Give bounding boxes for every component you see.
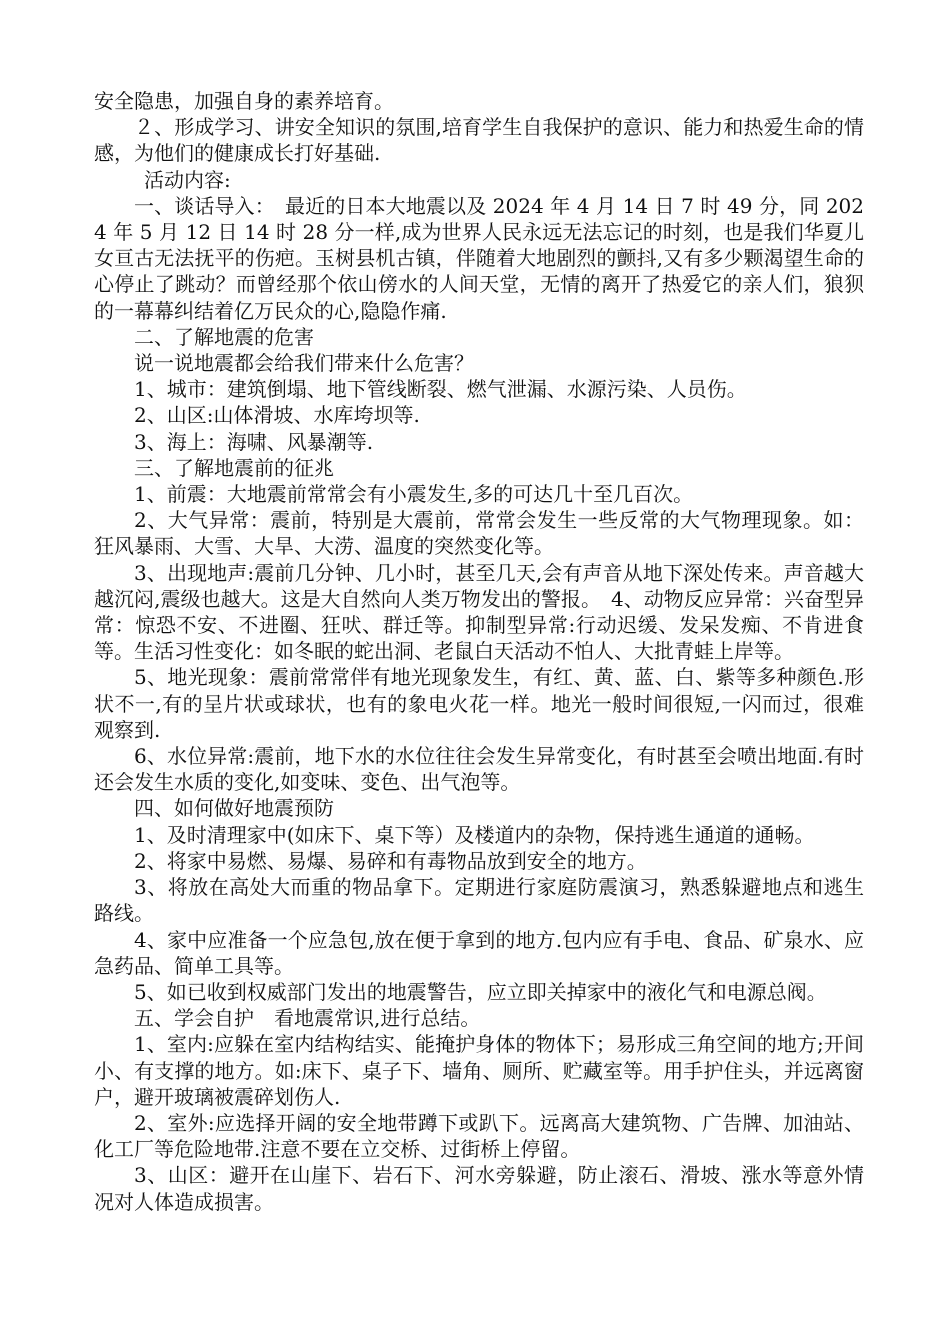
list-item-earthquake-light: 5、地光现象：震前常常伴有地光现象发生，有红、黄、蓝、白、紫等多种颜色.形状不一,有的呈片状或球状，也有的象电火花一样。地光一般时间很短,一闪而过，很难观察到.	[94, 665, 864, 742]
section-heading-signs: 三、了解地震前的征兆	[134, 455, 334, 480]
list-item-foreshock: 1、前震：大地震前常常会有小震发生,多的可达几十至几百次。	[134, 482, 694, 507]
paragraph-goal-2: ２、形成学习、讲安全知识的氛围,培育学生自我保护的意识、能力和热爱生命的情感，为他们的健康成长打好基础.	[94, 115, 864, 166]
list-item-outdoor: 2、室外:应选择开阔的安全地带蹲下或趴下。远离高大建筑物、广告牌、加油站、化工厂等危险地带.注意不要在立交桥、过街桥上停留。	[94, 1110, 864, 1162]
list-item-sea: 3、海上：海啸、风暴潮等.	[134, 429, 374, 454]
list-item-hazardous-items: 2、将家中易燃、易爆、易碎和有毒物品放到安全的地方。	[134, 848, 647, 873]
list-item-indoor: 1、室内:应躲在室内结构结实、能掩护身体的物体下；易形成三角空间的地方;开间小、有支撑的地方。如:床下、桌子下、墙角、厕所、贮藏室等。用手护住头，并远离窗户，避开玻璃被震碎划伤人.	[94, 1032, 864, 1109]
section-heading-dangers: 二、了解地震的危害	[134, 324, 314, 349]
list-item-mountain-area: 3、山区：避开在山崖下、岩石下、河水旁躲避，防止滚石、滑坡、涨水等意外情况对人体造成损害。	[94, 1163, 864, 1214]
section-heading-self-protection: 五、学会自护 看地震常识,进行总结。	[134, 1006, 481, 1031]
list-item-atmosphere: 2、大气异常：震前，特别是大震前，常常会发生一些反常的大气物理现象。如：狂风暴雨、大雪、大旱、大涝、温度的突然变化等。	[94, 508, 864, 559]
list-item-heavy-objects: 3、将放在高处大而重的物品拿下。定期进行家庭防震演习，熟悉躲避地点和逃生路线。	[94, 875, 864, 926]
paragraph-safety-cultivation: 安全隐患，加强自身的素养培育。	[94, 89, 394, 113]
section-heading-prevention: 四、如何做好地震预防	[134, 796, 334, 821]
list-item-clear-debris: 1、及时清理家中(如床下、桌下等）及楼道内的杂物，保持逃生通道的通畅。	[134, 822, 815, 847]
list-item-emergency-kit: 4、家中应准备一个应急包,放在便于拿到的地方.包内应有手电、食品、矿泉水、应急药品、简单工具等。	[94, 927, 864, 978]
list-item-water-level: 6、水位异常:震前，地下水的水位往往会发生异常变化，有时甚至会喷出地面.有时还会发生水质的变化,如变味、变色、出气泡等。	[94, 744, 864, 795]
list-item-sound-animals: 3、出现地声:震前几分钟、几小时，甚至几天,会有声音从地下深处传来。声音越大越沉闷,震级也越大。这是大自然向人类万物发出的警报。 4、动物反应异常：兴奋型异常：惊恐不安、不进圈、狂吠、群迁等。抑制型异常:行动迟缓、发呆发痴、不肯进食等。生活习性变化：如冬眠的蛇出洞、老鼠白天活动不怕人、大批青蛙上岸等。	[94, 560, 864, 664]
paragraph-intro-talk: 一、谈话导入： 最近的日本大地震以及 2024 年 4 月 14 日 7 时 49 分，同 2024 年 5 月 12 日 14 时 28 分一样,成为世界人民永远无法忘记的时刻，也是我们华夏儿女亘古无法抚平的伤疤。玉树县机古镇，伴随着大地剧烈的颤抖,又有多少颗渴望生命的心停止了跳动？而曾经那个依山傍水的人间天堂，无情的离开了热爱它的亲人们，狼狈的一幕幕纠结着亿万民众的心,隐隐作痛.	[94, 193, 864, 323]
list-item-mountain: 2、山区:山体滑坡、水库垮坝等.	[134, 403, 420, 428]
list-item-city: 1、城市：建筑倒塌、地下管线断裂、燃气泄漏、水源污染、人员伤。	[134, 377, 747, 402]
paragraph-activity-content-heading: 活动内容:	[144, 167, 231, 192]
paragraph-question: 说一说地震都会给我们带来什么危害？	[134, 351, 474, 376]
document-body	[94, 88, 864, 1215]
list-item-shut-off: 5、如已收到权威部门发出的地震警告，应立即关掉家中的液化气和电源总阀。	[134, 979, 827, 1004]
